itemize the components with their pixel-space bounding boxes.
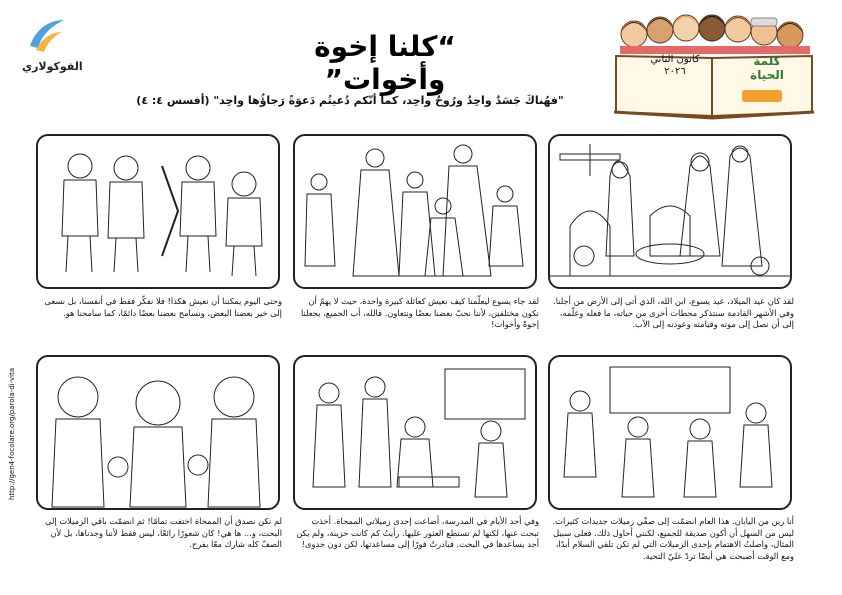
classroom-illustration bbox=[550, 357, 790, 508]
panel-jesus-people bbox=[293, 134, 537, 289]
page-title: “كلنا إخوة وأخوات” bbox=[314, 30, 456, 96]
jesus-people-illustration bbox=[295, 136, 535, 287]
bible-verse: "فهُناكَ جَسَدٌ واحِدٌ ورُوحٌ واحِد، كما أنّكم دُعيتُم دَعوَةً رَجاؤُها واحِد" (أفسس ٤: ٤) bbox=[136, 94, 564, 107]
panel-found-eraser bbox=[36, 355, 280, 510]
magazine-line1: كلمة bbox=[753, 54, 781, 68]
logo-text: الفوكولاري bbox=[22, 60, 83, 73]
panel-children-forgiving bbox=[36, 134, 280, 289]
caption-6: لم نكن نصدق أن الممحاة اختفت تمامًا! ثم انضمّت باقي الزميلات إلى البحث، و... ها هي! كان شعورًا رائعًا، ليس فقط لأننا وجدناها، بل لأن الصفّ كله شارك معًا بفرح. bbox=[44, 516, 282, 549]
word-of-life-badge bbox=[612, 8, 817, 120]
caption-2: لقد جاء يسوع ليعلّمنا كيف نعيش كعائلة كبيرة واحدة، حيث لا يهمّ أن نكون مختلفين، لأننا نحبّ بعضنا بعضًا ونتعاون. فالله، أب الجميع، يجعلنا إخوةً وأخوات! bbox=[301, 296, 539, 329]
panel-classroom bbox=[548, 355, 792, 510]
caption-4: أنا رين من اليابان. هذا العام انضمّت إلى صفّي زميلات جديدات كثيرات. ليس من السهل أن أكون صديقة للجميع، لكنني أحاول ذلك. فعلى سبيل المثال، واصلتُ الاهتمام بإحدى الزميلات التي لم تكن تلقي السلام أبدًا، ومع الوقت أصبحت هي أيضًا تردّ عليّ التحية. bbox=[552, 516, 794, 561]
magazine-name bbox=[732, 54, 802, 82]
issue-year: ٢٠٢٦ bbox=[664, 66, 686, 77]
found-eraser-illustration bbox=[38, 357, 278, 508]
magazine-line2: الحياة bbox=[750, 68, 784, 82]
nativity-illustration bbox=[550, 136, 790, 287]
focolare-logo-icon bbox=[26, 16, 66, 54]
caption-5: وفي أحد الأيام في المدرسة، أضاعت إحدى زميلاتي الممحاة. أخذت تبحث عنها، لكنها لم تستطع العثور عليها. رأيتُ كم كانت حزينة، ولم يكن أحد يساعدها في البحث. فبادرتُ فورًا إلى مساعدتها، لكن دون جدوى! bbox=[296, 516, 539, 549]
caption-3: وحتى اليوم يمكننا أن نعيش هكذا! فلا نفكّر فقط في أنفسنا، بل نسعى إلى خير بعضنا البعض، ونسامح بعضنا بعضًا دائمًا، كما سامحنا هو. bbox=[44, 296, 282, 318]
caption-1: لقد كان عيد الميلاد، عيد يسوع، ابن الله، الذي أتى إلى الأرض من أجلنا. وفي الأشهر القادمة سنتذكر محطات أخرى من حياته، ما فعله وعلّمه، إلى أن نصل إلى موته وقيامته وعودته إلى الآب. bbox=[553, 296, 794, 329]
searching-illustration bbox=[295, 357, 535, 508]
children-forgiving-illustration bbox=[38, 136, 278, 287]
issue-month: كانون الثاني bbox=[650, 54, 700, 65]
issue-date bbox=[630, 54, 720, 78]
children-group-icon bbox=[620, 15, 810, 54]
panel-nativity bbox=[548, 134, 792, 289]
focolare-logo bbox=[16, 14, 106, 74]
side-url: http://gen4-focolare.org/parola-di-vita bbox=[8, 367, 16, 500]
panel-searching bbox=[293, 355, 537, 510]
